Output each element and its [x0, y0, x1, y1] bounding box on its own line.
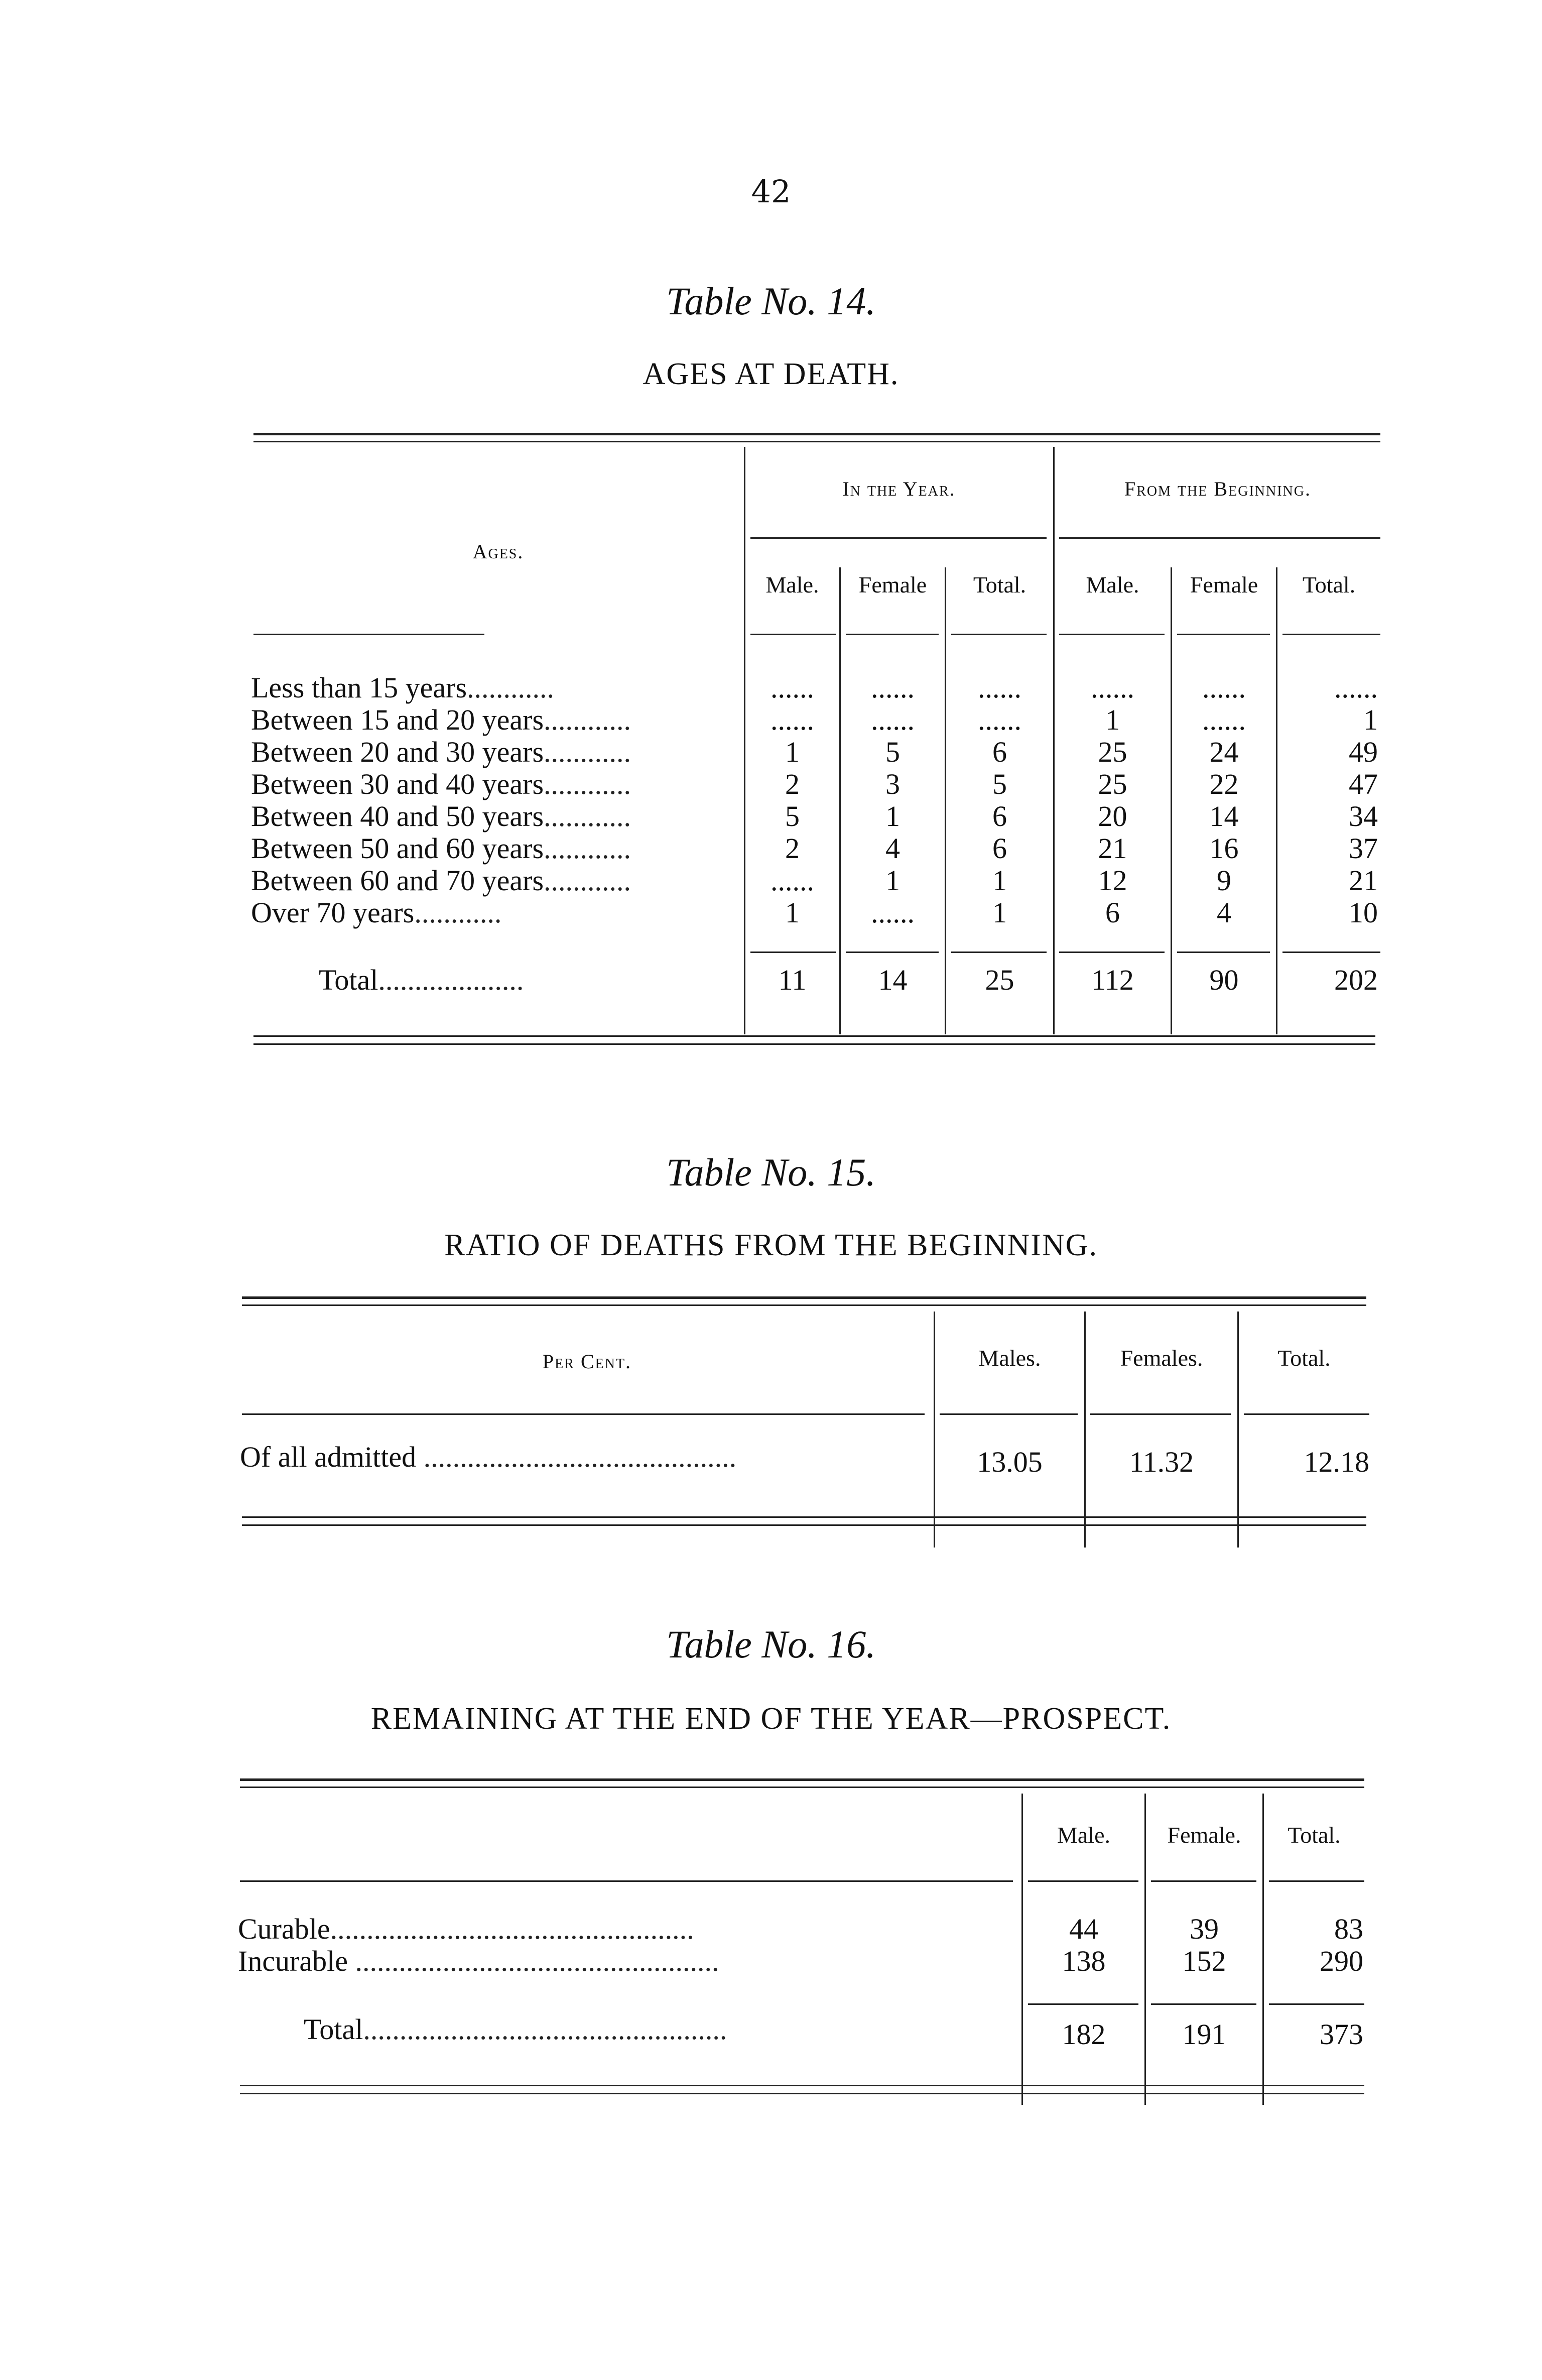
col-males: Males.	[978, 1345, 1041, 1371]
table-16-title: Table No. 16.	[666, 1622, 876, 1666]
total-row: Total....................	[319, 964, 524, 996]
table-14: In the Year. From the Beginning. Ages. Male. Female Total. Male. Female Total. Less than 15 years............ ...... ...... ...... ...... ...... ...... Between 15 and 20 years............ ...... ...... ...... 1 ...... 1 Between 20 and 30 years............ 1 5 6 25 24 49 Between 30 and 40 years............ 2 3 5 25 22 47 Between 40 and 50 years............ 5 1 6 20 14 34 Between 50 and 60 years............ 2 4 6 21 16 37 Between 60 and 70 years............ ...... 1 1 12 9 21 Over 70 years............ 1 ...... 1 6 4 10 Total.................... 11 14 25 112 90 202	[0, 0, 1542, 1064]
col-female: Female.	[1167, 1822, 1241, 1848]
page-number: 42	[751, 173, 791, 210]
table-row: Between 30 and 40 years............	[251, 768, 631, 800]
col-female-year: Female	[858, 572, 927, 598]
col-male-year: Male.	[765, 572, 819, 598]
table-15: Per Cent. Males. Females. Total. Of all admitted ........................................... 13.05 11.32 12.18	[0, 1285, 1542, 1546]
col-females: Females.	[1120, 1345, 1203, 1371]
header-ages: Ages.	[472, 540, 524, 563]
table-14-top-rule	[253, 433, 1380, 435]
col-total: Total.	[1288, 1822, 1341, 1848]
table-row: Between 60 and 70 years............	[251, 865, 631, 897]
table-14-bottom-rule	[253, 1035, 1375, 1037]
table-14-title: Table No. 14.	[666, 279, 876, 323]
table-16-caption: REMAINING AT THE END OF THE YEAR—PROSPECT.	[370, 1702, 1172, 1736]
table-14-top-rule-2	[253, 441, 1380, 442]
table-16: Male. Female. Total. Curable.................................................. 44 39 83 Incurable .................................................. 138 152 290 Total.................................................. 182 191 373	[0, 1767, 1542, 2109]
table-row: Between 40 and 50 years............	[251, 800, 631, 832]
table-15-caption: RATIO OF DEATHS FROM THE BEGINNING.	[444, 1228, 1098, 1262]
col-total: Total.	[1277, 1345, 1331, 1371]
table-row: Incurable ..................................................	[238, 1945, 719, 1977]
table-row: Curable..................................................	[238, 1913, 694, 1945]
table-15-title: Table No. 15.	[666, 1150, 876, 1194]
table-row: Of all admitted ...........................................	[240, 1441, 737, 1473]
total-row: Total..................................................	[304, 2013, 727, 2046]
table-row: Between 50 and 60 years............	[251, 832, 631, 865]
header-per-cent: Per Cent.	[542, 1350, 632, 1373]
table-row: Over 70 years............	[251, 897, 502, 929]
header-from-the-beginning: From the Beginning.	[1124, 478, 1311, 500]
table-row: Between 20 and 30 years............	[251, 736, 631, 768]
col-total-beginning: Total.	[1302, 572, 1356, 598]
table-14-bottom-rule-2	[253, 1043, 1375, 1045]
col-female-beginning: Female	[1190, 572, 1258, 598]
table-row: Between 15 and 20 years............	[251, 704, 631, 736]
col-male: Male.	[1057, 1822, 1110, 1848]
table-row: Less than 15 years............	[251, 672, 555, 704]
table-14-caption: AGES AT DEATH.	[642, 357, 900, 391]
col-total-year: Total.	[973, 572, 1026, 598]
col-male-beginning: Male.	[1086, 572, 1139, 598]
header-in-the-year: In the Year.	[842, 478, 956, 500]
